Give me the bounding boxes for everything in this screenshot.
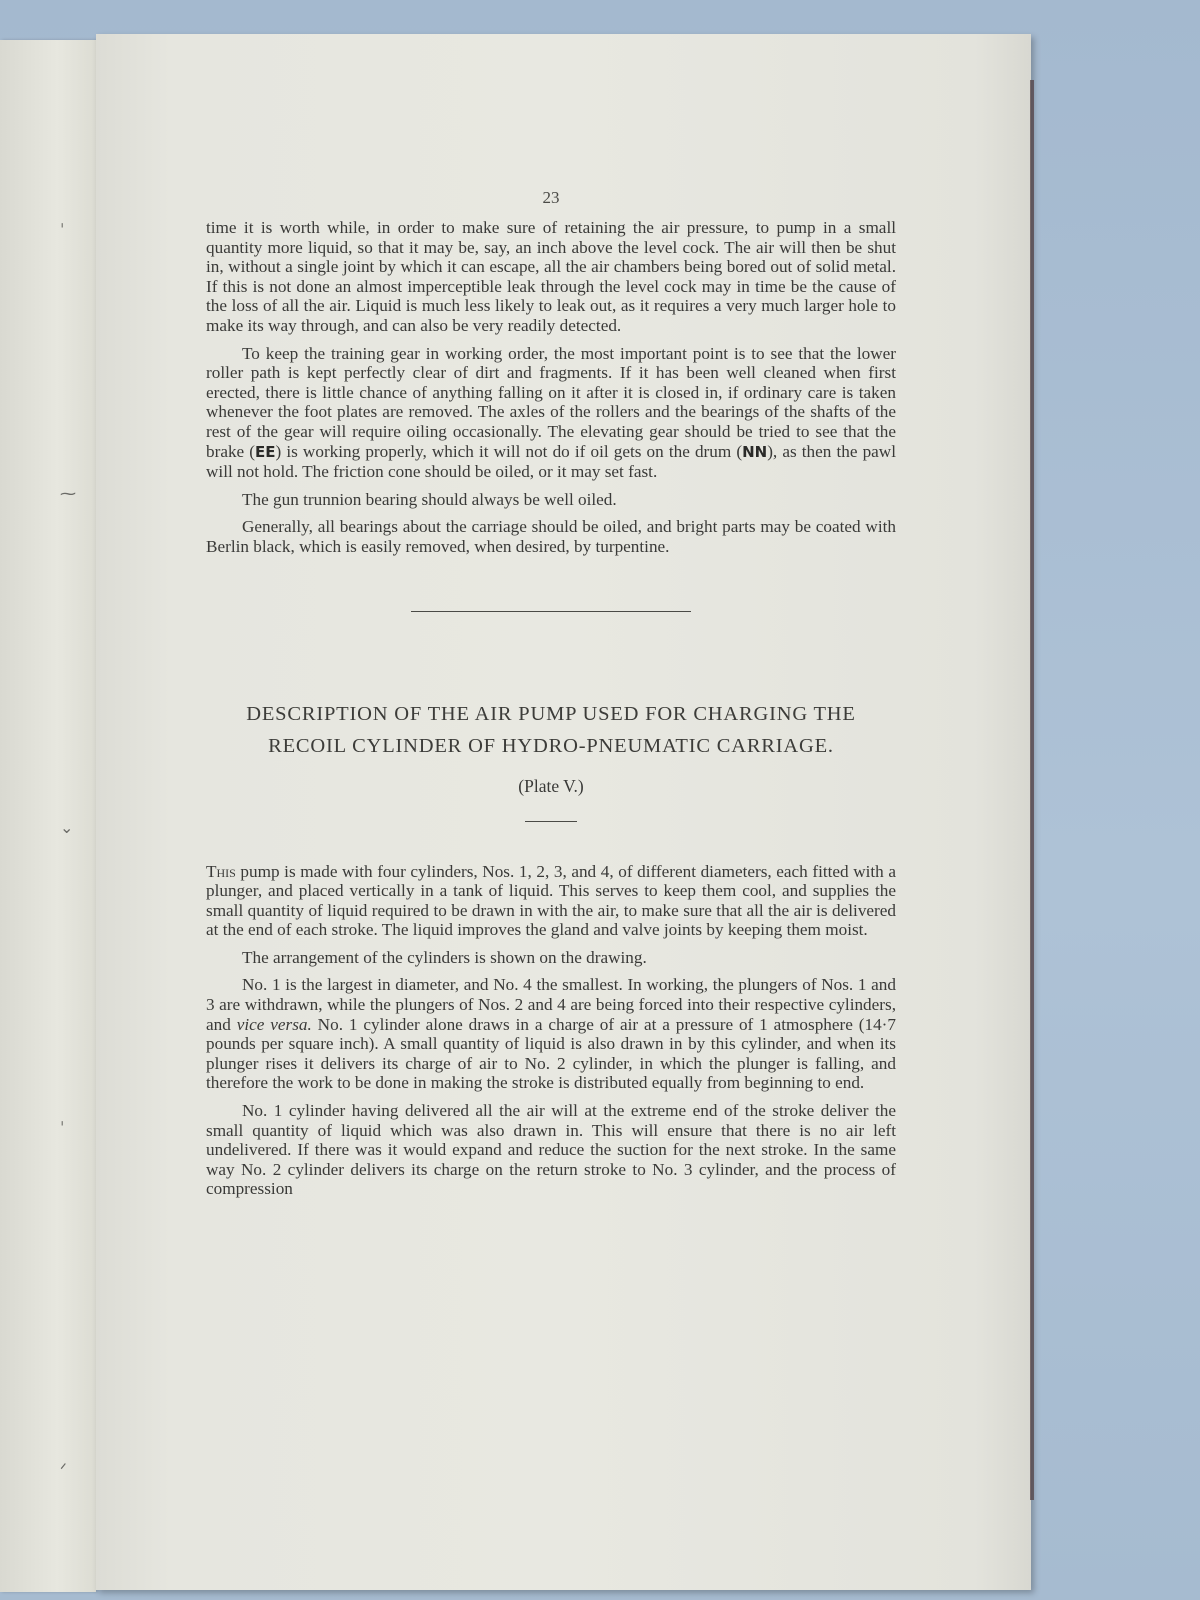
page-content (206, 180, 896, 1207)
drum-reference: NN (742, 442, 768, 461)
section-divider (411, 611, 691, 612)
plate-reference: (Plate V.) (518, 775, 584, 796)
paragraph-training-gear (206, 344, 896, 482)
cylinder-text-2: No. 1 cylinder alone draws in a charge of air at a pressure of 1 atmosphere (14·7 pounds per square inch). A small quantity of liquid is also drawn in by this cylinder, and when its plunger rises it delivers its charge of air to No. 2 cylinder, in which the plunger is falling, and therefore the work to be done in making the stroke is distributed equally from beginning to end. (206, 1014, 896, 1093)
cylinder-text-1: No. 1 is the largest in diameter, and No. 4 the smallest. In working, the plungers of Nos. 1 and 3 are withdrawn, while the plungers of Nos. 2 and 4 are being forced into their respective cylinders, and (206, 975, 896, 1034)
paragraph-air-pressure: time it is worth while, in order to make sure of retaining the air pressure, to pump in a small quantity more liquid, so that it may be, say, an inch above the level cock. The air will then be shut in, without a single joint by which it can escape, all the air chambers being bored out of solid metal. If this is not done an almost imperceptible leak through the level cock may in time be the cause of the loss of all the air. Liquid is much less likely to leak out, as it requires a very much larger hole to make its way through, and can also be very readily detected. (206, 218, 896, 335)
section-heading-line-1: DESCRIPTION OF THE AIR PUMP USED FOR CHARGING THE (246, 702, 856, 725)
paragraph-bearings: Generally, all bearings about the carriage should be oiled, and bright parts may be coated with Berlin black, which is easily removed, when desired, by turpentine. (206, 517, 896, 556)
short-divider (525, 821, 577, 822)
opening-word: This (206, 861, 236, 881)
paragraph-arrangement: The arrangement of the cylinders is shown on the drawing. (242, 947, 647, 967)
training-text-3: ), as then the pawl will not hold. The friction cone should be oiled, or it may set fast. (206, 441, 896, 482)
vice-versa: vice versa. (236, 1014, 312, 1034)
paragraph-delivery: No. 1 cylinder having delivered all the air will at the extreme end of the stroke deliver the small quantity of liquid which was also drawn in. This will ensure that there is no air left undelivered. If there was it would expand and reduce the suction for the next stroke. In the same way No. 2 cylinder delivers its charge on the return stroke to No. 3 cylinder, and the process of compression (206, 1101, 896, 1199)
pump-intro-text: pump is made with four cylinders, Nos. 1, 2, 3, and 4, of different diameters, each fitted with a plunger, and placed vertically in a tank of liquid. This serves to keep them cool, and supplies the small quantity of liquid required to be drawn in with the air, to make sure that all the air is delivered at the end of each stroke. The liquid improves the gland and valve joints by keeping them moist. (206, 861, 896, 940)
brake-reference: EE (255, 442, 276, 461)
training-text-1: To keep the training gear in working order, the most important point is to see that the lower roller path is kept perfectly clear of dirt and fragments. If it has been well cleaned when first erected, there is little chance of anything falling on it after it is closed in, if ordinary care is taken whenever the foot plates are removed. The axles of the rollers and the bearings of the shafts of the rest of the gear will require oiling occasionally. The elevating gear should be tried to see that the brake ( (206, 343, 896, 461)
page-number: 23 (542, 188, 560, 207)
paragraph-pump-intro (206, 862, 896, 940)
section-heading-line-2: RECOIL CYLINDER OF HYDRO-PNEUMATIC CARRIAGE. (268, 734, 834, 757)
training-text-2: ) is working properly, which it will not do if oil gets on the drum ( (275, 441, 743, 461)
paragraph-trunnion: The gun trunnion bearing should always be well oiled. (242, 489, 617, 509)
page-binding-edge (1030, 80, 1034, 1500)
paragraph-cylinder-sizes (206, 975, 896, 1093)
binding-marks: ˌ ⁓ ⌄ ˌ ᐟ (60, 210, 76, 1479)
